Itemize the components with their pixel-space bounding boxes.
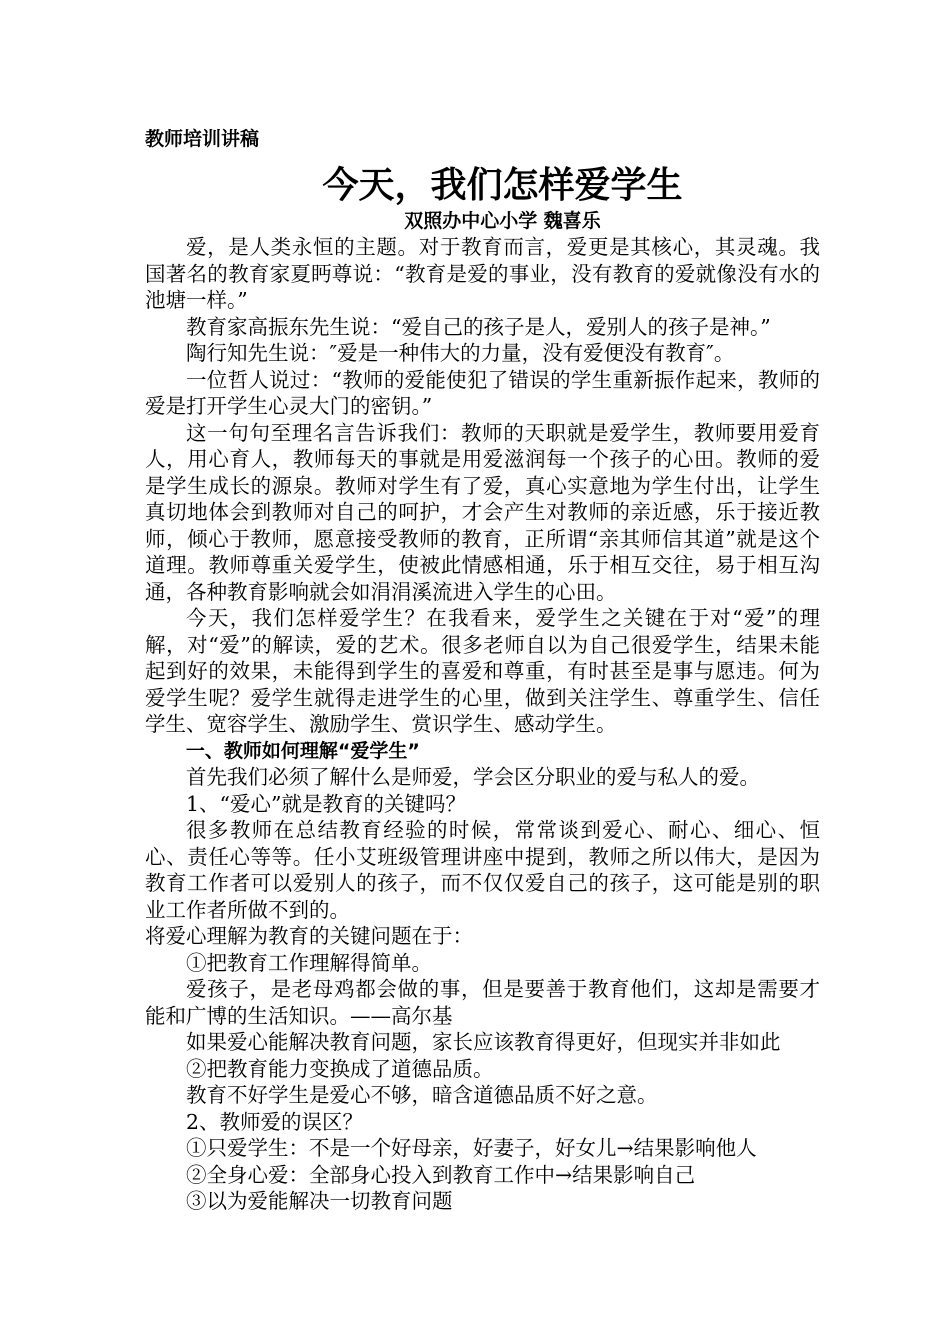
document-author: 双照办中心小学 魏喜乐 <box>404 210 601 232</box>
paragraph-moral: 教育不好学生是爱心不够，暗含道德品质不好之意。 <box>186 1083 658 1107</box>
document-title: 今天，我们怎样爱学生 <box>322 164 683 206</box>
paragraph-teacher-duty: 这一句句至理名言告诉我们：教师的天职就是爱学生，教师要用爱育人，用心育人，教师每天的事就是用爱滋润每一个孩子的心田。教师的爱是学生成长的源泉。教师对学生有了爱，真心实意地为学生付出，让学生真切地体会到教师对自己的呵护，才会产生对教师的亲近感，乐于接近教师，倾心于教师，愿意接受教师的教育，正所谓“亲其师信其道”就是这个道理。教师尊重关爱学生，使被此情感相通，乐于相互交往，易于相互沟通，各种教育影响就会如涓涓溪流进入学生的心田。 <box>145 420 820 604</box>
paragraph-quote-philosopher: 一位哲人说过：“教师的爱能使犯了错误的学生重新振作起来，教师的爱是打开学生心灵大门的密钥。” <box>145 367 820 418</box>
paragraph-teacher-love-definition: 首先我们必须了解什么是师爱，学会区分职业的爱与私人的爱。 <box>186 765 760 789</box>
document-body <box>145 126 820 1215</box>
misconception-2: ②全身心爱：全部身心投入到教育工作中→结果影响自己 <box>186 1162 696 1187</box>
subheading-2: 2、教师爱的误区？ <box>186 1109 364 1134</box>
paragraph-quote-tao: 陶行知先生说：″爱是一种伟大的力量，没有爱便没有教育″。 <box>186 341 735 365</box>
paragraph-quote-gao: 教育家高振东先生说：“爱自己的孩子是人，爱别人的孩子是神。” <box>186 314 771 339</box>
misconception-3: ③以为爱能解决一切教育问题 <box>186 1189 453 1213</box>
misconception-1: ①只爱学生：不是一个好母亲，好妻子，好女儿→结果影响他人 <box>186 1136 757 1160</box>
list-item-1: ①把教育工作理解得简单。 <box>186 950 432 975</box>
list-item-2: ②把教育能力变换成了道德品质。 <box>186 1056 494 1081</box>
section-heading-1: 一、教师如何理解“爱学生” <box>185 739 420 762</box>
paragraph-experience: 很多教师在总结教育经验的时候，常常谈到爱心、耐心、细心、恒心、责任心等等。任小艾班级管理讲座中提到，教师之所以伟大，是因为教育工作者可以爱别人的孩子，而不仅仅爱自己的孩子，这可能是别的职业工作者所做不到的。 <box>145 818 820 922</box>
subheading-1: 1、“爱心”就是教育的关键吗？ <box>186 791 467 816</box>
paragraph-how-to-love: 今天，我们怎样爱学生？在我看来，爱学生之关键在于对“爱”的理解，对“爱”的解读，爱的艺术。很多老师自以为自己很爱学生，结果未能起到好的效果，未能得到学生的喜爱和尊重，有时甚至是事与愿违。何为爱学生呢？爱学生就得走进学生的心里，做到关注学生、尊重学生、信任学生、宽容学生、激励学生、赏识学生、感动学生。 <box>145 606 820 736</box>
paragraph-parents: 如果爱心能解决教育问题，家长应该教育得更好，但现实并非如此 <box>186 1030 781 1054</box>
paragraph-intro: 爱，是人类永恒的主题。对于教育而言，爱更是其核心，其灵魂。我国著名的教育家夏眄尊说：“教育是爱的事业，没有教育的爱就像没有水的池塘一样。” <box>145 235 820 312</box>
paragraph-key-problem: 将爱心理解为教育的关键问题在于： <box>145 924 473 948</box>
document-label: 教师培训讲稿 <box>145 128 260 150</box>
paragraph-gorky-quote: 爱孩子，是老母鸡都会做的事，但是要善于教育他们，这却是需要才能和广博的生活知识。——高尔基 <box>145 977 820 1028</box>
